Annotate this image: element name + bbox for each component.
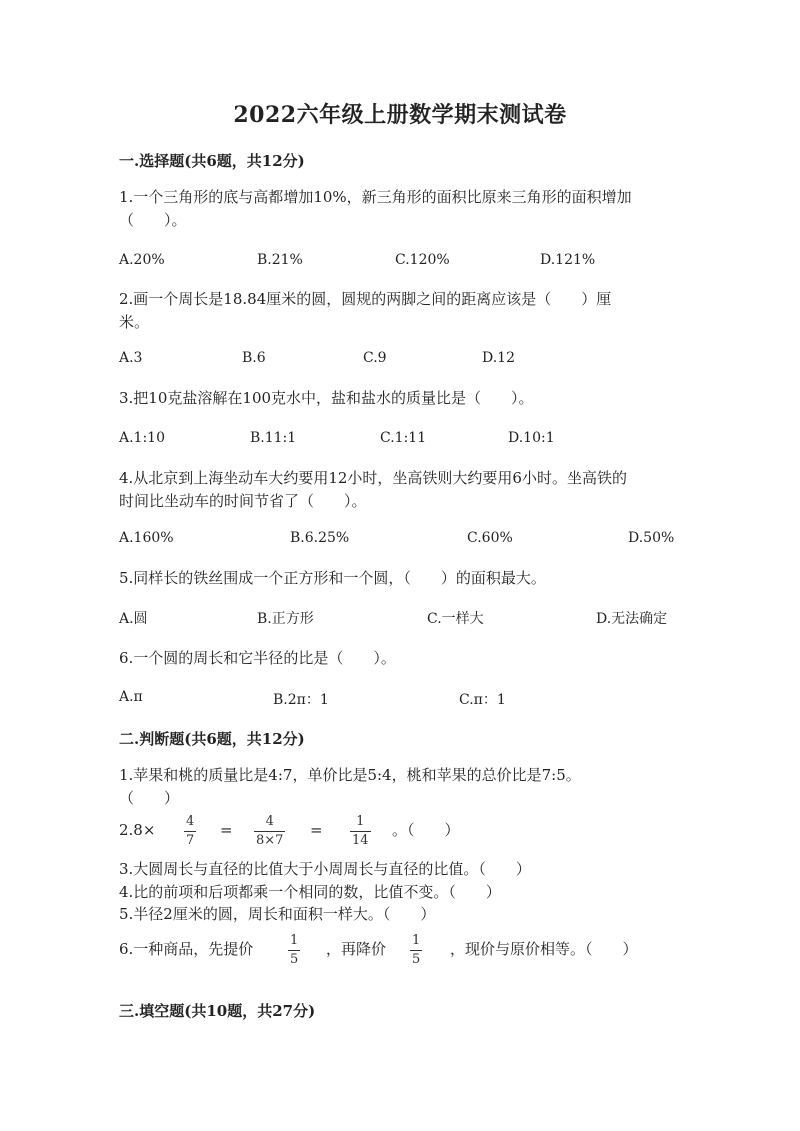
q5-option-c: C.一样大 [427, 611, 484, 627]
judge-2-suffix: 。（ ） [392, 821, 460, 839]
judge-2-fraction-1 [184, 814, 196, 849]
judge-3: 3.大圆周长与直径的比值大于小周周长与直径的比值。（ ） [119, 860, 531, 878]
judge-6-middle: ，再降价 [326, 940, 387, 958]
question-2-line2: 米。 [119, 313, 150, 331]
fraction-denominator: 5 [412, 952, 421, 967]
q4-option-d: D.50% [628, 530, 675, 546]
judge-4: 4.比的前项和后项都乘一个相同的数，比值不变。（ ） [119, 883, 501, 901]
equals-sign-1: = [220, 821, 233, 839]
q1-option-b: B.21% [257, 252, 303, 268]
fraction-bar [184, 831, 196, 832]
fraction-bar [254, 831, 285, 832]
fraction-numerator: 1 [290, 933, 299, 948]
judge-5: 5.半径2厘米的圆，周长和面积一样大。（ ） [119, 905, 436, 923]
fraction-denominator: 5 [290, 952, 299, 967]
fraction-bar [288, 950, 300, 951]
fraction-numerator: 1 [412, 933, 421, 948]
q5-option-a: A.圆 [119, 611, 148, 627]
q4-option-c: C.60% [467, 530, 513, 546]
q2-option-c: C.9 [363, 350, 387, 366]
question-4-line1: 4.从北京到上海坐动车大约要用12小时，坐高铁则大约要用6小时。坐高铁的 [119, 469, 627, 487]
q1-option-d: D.121% [540, 252, 596, 268]
q1-option-c: C.120% [395, 252, 450, 268]
section-choice-heading: 一.选择题(共6题，共12分) [119, 152, 305, 170]
section-judge-heading: 二.判断题(共6题，共12分) [119, 730, 305, 748]
q6-option-b: B.2π：1 [273, 692, 329, 708]
question-4-line2: 时间比坐动车的时间节省了（ ）。 [119, 492, 367, 510]
fraction-numerator: 4 [265, 814, 274, 829]
fraction-denominator: 7 [186, 833, 195, 848]
q4-option-b: B.6.25% [290, 530, 350, 546]
judge-6-prefix: 6.一种商品，先提价 [119, 940, 254, 958]
q2-option-d: D.12 [482, 350, 515, 366]
q4-option-a: A.160% [119, 530, 174, 546]
question-5-line1: 5.同样长的铁丝围成一个正方形和一个圆，（ ）的面积最大。 [119, 569, 546, 587]
fraction-bar [350, 831, 371, 832]
judge-6-suffix: ，现价与原价相等。（ ） [450, 940, 638, 958]
q1-option-a: A.20% [119, 252, 165, 268]
section-fill-heading: 三.填空题(共10题，共27分) [119, 1002, 316, 1020]
judge-1-line2: （ ） [119, 789, 180, 807]
q6-option-c: C.π：1 [459, 692, 506, 708]
q5-option-b: B.正方形 [257, 611, 314, 627]
q3-option-a: A.1:10 [119, 430, 165, 446]
page-title: 2022六年级上册数学期末测试卷 [233, 102, 567, 128]
fraction-denominator: 14 [352, 833, 369, 848]
judge-6-fraction-1 [288, 933, 300, 968]
q2-option-a: A.3 [119, 350, 143, 366]
q3-option-d: D.10:1 [508, 430, 555, 446]
q6-option-a: A.π [119, 689, 143, 705]
question-2-line1: 2.画一个周长是18.84厘米的圆，圆规的两脚之间的距离应该是（ ）厘 [119, 290, 612, 308]
fraction-bar [410, 950, 422, 951]
judge-1-line1: 1.苹果和桃的质量比是4:7，单价比是5:4，桃和苹果的总价比是7:5。 [119, 766, 581, 784]
fraction-denominator: 8×7 [256, 833, 284, 848]
question-1-line2: （ ）。 [119, 211, 187, 229]
q3-option-b: B.11:1 [250, 430, 297, 446]
judge-2-fraction-2 [254, 814, 285, 849]
question-3-line1: 3.把10克盐溶解在100克水中，盐和盐水的质量比是（ ）。 [119, 389, 534, 407]
judge-2-prefix: 2.8× [119, 821, 156, 839]
fraction-numerator: 4 [186, 814, 195, 829]
question-1-line1: 1.一个三角形的底与高都增加10%，新三角形的面积比原来三角形的面积增加 [119, 188, 632, 206]
question-6-line1: 6.一个圆的周长和它半径的比是（ ）。 [119, 649, 396, 667]
fraction-numerator: 1 [356, 814, 365, 829]
judge-6-fraction-2 [410, 933, 422, 968]
judge-2-fraction-3 [350, 814, 371, 849]
q3-option-c: C.1:11 [380, 430, 427, 446]
q2-option-b: B.6 [242, 350, 266, 366]
q5-option-d: D.无法确定 [596, 611, 668, 627]
equals-sign-2: = [310, 821, 323, 839]
